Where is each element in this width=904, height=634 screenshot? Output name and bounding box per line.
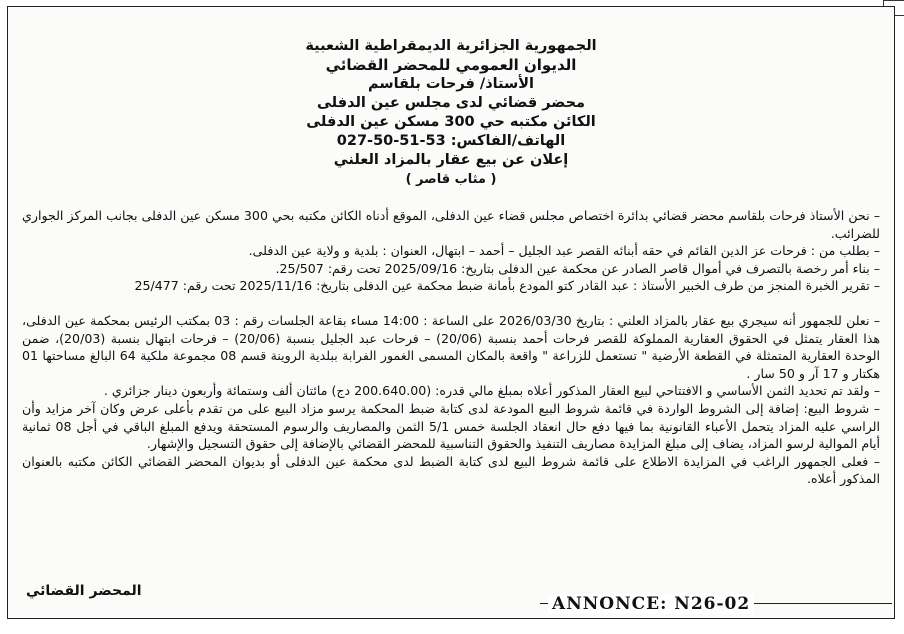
header-bailiff-court: محضر قضائي لدى مجلس عين الدفلى: [316, 95, 586, 111]
paragraph-spacer: [22, 295, 880, 312]
header-office: الديوان العمومي للمحضر القضائي: [325, 56, 577, 74]
header-announcement-title: إعلان عن بيع عقار بالمزاد العلني: [333, 152, 569, 168]
paragraph-auction-details: – نعلن للجمهور أنه سيجري بيع عقار بالمزاد العلني : بتاريخ 2026/03/30 على الساعة : 14:00 مساء بقاعة الجلسات رقم : 03 بمكتب الرئيس بمحكمة عين الدفلى، هذا العقار يتمثل في الحقوق العقارية المملوكة للقصر فرحات أحمد بنسبة (20/06) – فرحات عبد الجليل بنسبة (20/06) – فرحات ابتهال بنسبة (20/03)، ضمن الوحدة العقارية المتمثلة في القطعة الأرضية " تستعمل للزراعة " واقعة بالمكان المسمى الغمور الفرابة ببلدية الروينة قسم 08 مجموعة ملكية 64 البالغ مساحتها 01 هكتار و 17 آر و 50 سار .: [22, 312, 880, 381]
paragraph-public-notice: – فعلى الجمهور الراغب في المزايدة الاطلاع على قائمة شروط البيع لدى كتابة الضبط لدى محكمة عين الدفلى أو بديوان المحضر القضائي الكائن مكتبه بالعنوان المذكور أعلاه.: [22, 453, 880, 487]
header-republic: الجمهورية الجزائرية الديمقراطية الشعبية: [305, 38, 597, 54]
announcement-header: [8, 37, 894, 189]
header-bailiff-name: الأستاذ/ فرحات بلقاسم: [367, 76, 535, 92]
paragraph-sale-conditions: – شروط البيع: إضافة إلى الشروط الواردة في قائمة شروط البيع المودعة لدى كتابة ضبط المحكمة يرسو مزاد البيع على من تقدم بأعلى عرض وكان آخر مزايد وأن الراسي عليه المزاد يتحمل الأعباء القانونية بما فيها دفع حال انعقاد الجلسة خمس 5/1 الثمن والمصاريف والرسوم المستحقة ويدفع المبلغ الباقي في أجل 08 ثمانية أيام الموالية لرسو المزاد، يضاف إلى مبلغ المزايدة مصاريف التنفيذ والحقوق التناسبية للمحضر القضائي بالإضافة إلى حقوق التسجيل والإشهار.: [22, 400, 881, 452]
annonce-number: ANNONCE: N26-02: [548, 594, 754, 614]
paragraph-court-order: – بناء أمر رخصة بالتصرف في أموال قاصر الصادر عن محكمة عين الدفلى بتاريخ: 2025/09/16 تحت رقم: 25/507.: [275, 260, 880, 276]
header-minor-property: ( مثاب قاصر ): [405, 172, 497, 187]
paragraph-base-price: – ولقد تم تحديد الثمن الأساسي و الافتتاحي لبيع العقار المذكور أعلاه بمبلغ مالي قدره: (200.640.00 دج) مائتان ألف وستمائة وأربعون دينار جزائري .: [103, 383, 880, 399]
paragraph-bailiff-intro: – نحن الأستاذ فرحات بلقاسم محضر قضائي بدائرة اختصاص مجلس قضاء عين الدفلى، الموقع أدناه الكائن مكتبه بحي 300 مسكن عين الدفلى بجانب المركز الجواري للضرائب.: [22, 208, 880, 241]
header-address: الكائن مكتبه حي 300 مسكن عين الدفلى: [306, 114, 596, 130]
signature-bailiff: المحضر القضائي: [26, 583, 142, 599]
announcement-body: [22, 207, 880, 488]
paragraph-requester: – بطلب من : فرحات عز الدين القائم في حقه أبنائه القصر عبد الجليل – أحمد – ابتهال، العنوان : بلدية و ولاية عين الدفلى.: [248, 243, 880, 259]
paragraph-expert-report: – تقرير الخبرة المنجز من طرف الخبير الأستاذ : عبد القادر كتو المودع بأمانة ضبط محكمة عين الدفلى بتاريخ: 2025/11/16 تحت رقم: 25/477: [134, 278, 880, 294]
header-phone: الهاتف/الفاكس: 53-51-50-027: [336, 133, 566, 149]
announcement-frame: [7, 6, 895, 619]
